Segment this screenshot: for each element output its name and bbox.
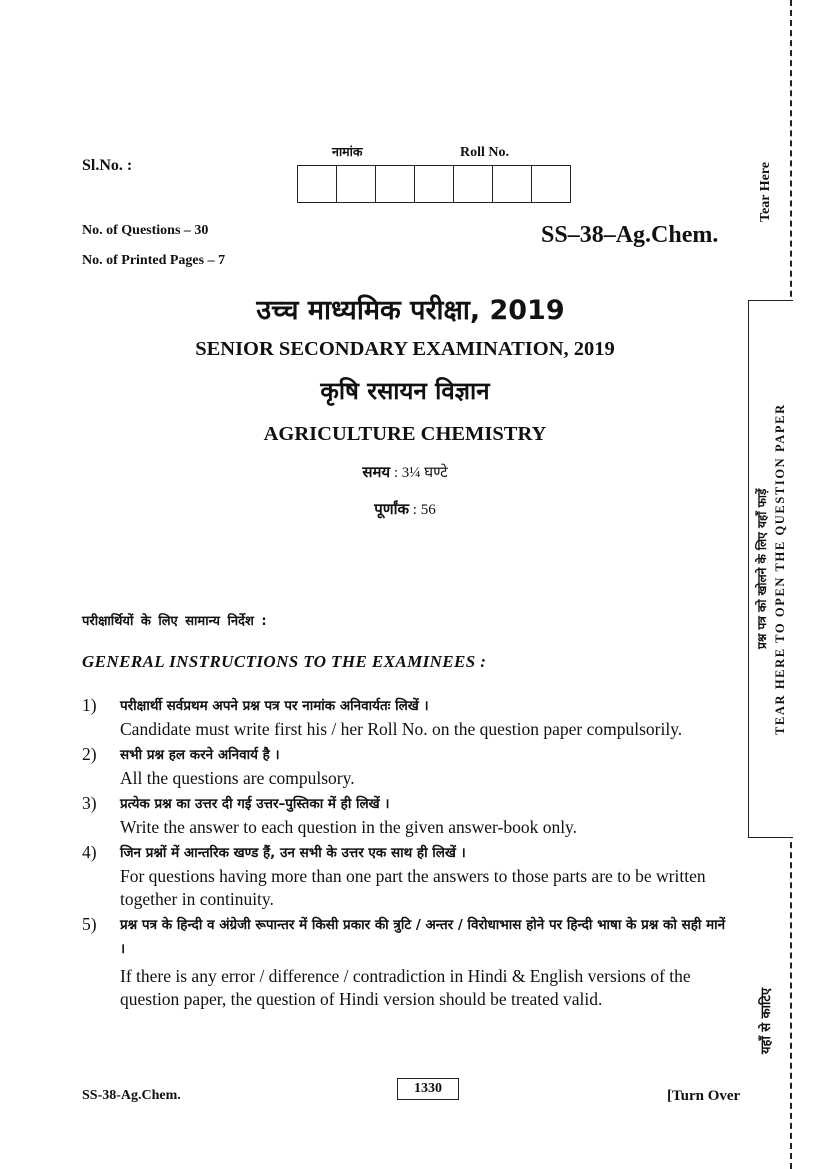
turn-over: [Turn Over <box>667 1088 741 1104</box>
instruction-english: Candidate must write first his / her Roll No. on the question paper compulsorily. <box>120 719 683 739</box>
english-exam-title: SENIOR SECONDARY EXAMINATION, 2019 <box>195 338 615 360</box>
instruction-number: 5) <box>82 914 97 934</box>
instruction-english: If there is any error / difference / contradiction in Hindi & English versions of the question paper, the question of Hindi version should be treated valid. <box>120 966 691 1009</box>
roll-digit-box[interactable] <box>298 166 337 202</box>
roll-digit-box[interactable] <box>415 166 454 202</box>
namank-label: नामांक <box>332 144 363 159</box>
instruction-english: All the questions are compulsory. <box>120 768 355 788</box>
instruction-english: Write the answer to each question in the given answer-book only. <box>120 817 578 837</box>
instruction-number: 2) <box>82 744 97 764</box>
english-tear-instruction: TEAR HERE TO OPEN THE QUESTION PAPER <box>773 403 787 735</box>
page-number-box: 1330 <box>397 1078 459 1100</box>
time-value: : 3¼ घण्टे <box>393 465 448 481</box>
roll-no-label: Roll No. <box>460 145 509 160</box>
marks-label: पूर्णांक <box>374 500 410 518</box>
instruction-number: 3) <box>82 793 97 813</box>
paper-code: SS–38–Ag.Chem. <box>541 222 719 248</box>
instruction-hindi: सभी प्रश्न हल करने अनिवार्य है । <box>120 747 280 763</box>
cut-here-label: यहाँ से काटिए <box>759 987 774 1055</box>
instruction-item <box>82 694 742 741</box>
instruction-hindi: प्रत्येक प्रश्न का उत्तर दी गई उत्तर–पुस्तिका में ही लिखें । <box>120 796 390 812</box>
instruction-hindi: प्रश्न पत्र के हिन्दी व अंग्रेजी रूपान्तर में किसी प्रकार की त्रुटि / अन्तर / विरोधाभास होने पर हिन्दी भाषा के प्रश्न को सही मानें । <box>120 917 726 957</box>
num-questions: No. of Questions – 30 <box>82 223 209 238</box>
hindi-subject-title: कृषि रसायन विज्ञान <box>320 377 490 405</box>
instruction-item <box>82 792 742 839</box>
roll-digit-box[interactable] <box>337 166 376 202</box>
tear-here-label: Tear Here <box>758 161 773 222</box>
roll-digit-box[interactable] <box>454 166 493 202</box>
roll-digit-box[interactable] <box>376 166 415 202</box>
time-label: समय <box>362 463 391 481</box>
roll-digit-box[interactable] <box>493 166 532 202</box>
marks-value: : 56 <box>412 502 436 518</box>
instruction-number: 1) <box>82 695 97 715</box>
hindi-tear-instruction: प्रश्न पत्र को खोलने के लिए यहाँ फाड़ें <box>755 488 769 650</box>
instruction-hindi: परीक्षार्थी सर्वप्रथम अपने प्रश्न पत्र पर नामांक अनिवार्यतः लिखें । <box>120 698 429 714</box>
instruction-item <box>82 841 742 911</box>
sl-no-label: Sl.No. : <box>82 157 133 174</box>
instruction-english: For questions having more than one part the answers to those parts are to be written together in continuity. <box>120 866 706 909</box>
maximum-marks <box>0 499 818 519</box>
english-instructions-heading: GENERAL INSTRUCTIONS TO THE EXAMINEES : <box>82 652 487 671</box>
instruction-number: 4) <box>82 842 97 862</box>
hindi-instructions-heading: परीक्षार्थियों के लिए सामान्य निर्देश : <box>82 614 267 629</box>
num-pages: No. of Printed Pages – 7 <box>82 253 226 268</box>
english-subject-title: AGRICULTURE CHEMISTRY <box>263 423 547 445</box>
instruction-hindi: जिन प्रश्नों में आन्तरिक खण्ड हैं, उन सभी के उत्तर एक साथ ही लिखें । <box>120 845 466 861</box>
roll-digit-box[interactable] <box>532 166 570 202</box>
instruction-item <box>82 913 742 1011</box>
instructions-list <box>82 694 742 1011</box>
time-allowed <box>0 462 818 482</box>
roll-number-boxes[interactable] <box>297 165 571 203</box>
instruction-item <box>82 743 742 790</box>
footer-code: SS-38-Ag.Chem. <box>82 1088 181 1103</box>
hindi-exam-title: उच्च माध्यमिक परीक्षा, 2019 <box>256 295 565 326</box>
